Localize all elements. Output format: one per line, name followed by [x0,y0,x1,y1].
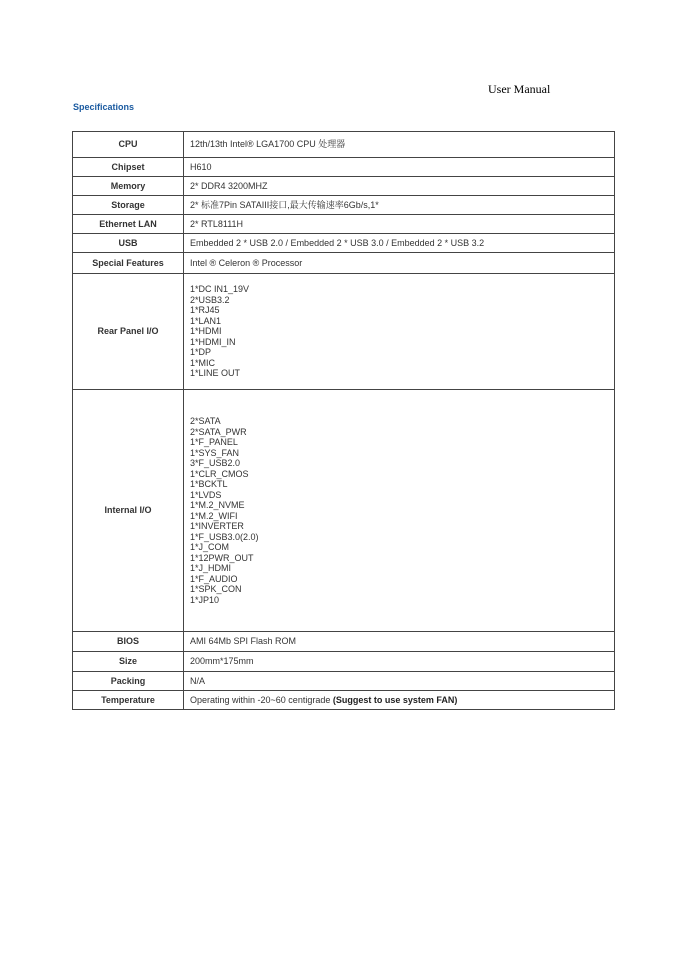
spec-label: USB [73,234,184,253]
list-item: 2*SATA_PWR [190,426,247,437]
list-item: 1*J_HDMI [190,563,232,573]
spec-value-list [184,390,615,632]
list-item: 1*BCKTL [190,479,228,489]
list-item: 1*LINE OUT [190,368,241,379]
spec-label: Packing [73,672,184,691]
spec-label: Memory [73,177,184,196]
spec-value: Intel ® Celeron ® Processor [184,253,615,274]
temperature-range-text: Operating within -20~60 centigrade [190,694,333,705]
spec-value: 12th/13th Intel® LGA1700 CPU 处理器 [184,132,615,158]
spec-value: 2* 标准7Pin SATAIII接口,最大传输速率6Gb/s,1* [184,196,615,215]
list-item: 1*J_COM [190,542,230,552]
list-item: 1*SPK_CON [190,584,242,594]
spec-label: Rear Panel I/O [73,274,184,390]
spec-row-bios [73,632,615,652]
spec-row-chipset [73,158,615,177]
list-item: 1*CLR_CMOS [190,468,249,479]
spec-row-packing [73,672,615,691]
spec-value: 2* DDR4 3200MHZ [184,177,615,196]
spec-row-memory [73,177,615,196]
spec-label: Internal I/O [73,390,184,632]
list-item: 1*LVDS [190,489,222,500]
list-item: 1*LAN1 [190,315,222,326]
list-item: 1*12PWR_OUT [190,552,254,563]
list-item: 1*HDMI [190,326,222,337]
spec-row-size [73,652,615,672]
section-title: Specifications [73,102,135,112]
spec-row-cpu [73,132,615,158]
spec-row-usb [73,234,615,253]
spec-row-temperature [73,691,615,710]
list-item: 1*INVERTER [190,521,244,531]
specifications-table [72,131,615,710]
list-item: 1*DP [190,347,212,358]
list-item: 3*F_USB2.0 [190,458,241,468]
spec-label: Special Features [73,253,184,274]
spec-value [184,691,615,710]
spec-label: Temperature [73,691,184,710]
list-item: 1*F_AUDIO [190,573,238,584]
document-header-title: User Manual [488,82,551,96]
spec-value: 200mm*175mm [184,652,615,672]
spec-value: N/A [184,672,615,691]
spec-value-list [184,274,615,390]
list-item: 1*MIC [190,357,216,368]
spec-row-rear-panel-io [73,274,615,390]
spec-value: H610 [184,158,615,177]
temperature-note: (Suggest to use system FAN) [332,694,458,705]
spec-row-internal-io [73,390,615,632]
list-item: 1*JP10 [190,594,220,605]
spec-label: BIOS [73,632,184,652]
list-item: 2*USB3.2 [190,294,230,305]
list-item: 1*M.2_NVME [190,500,245,510]
list-item: 1*DC IN1_19V [190,284,250,295]
list-item: 1*M.2_WIFI [190,510,238,521]
spec-label: CPU [73,132,184,158]
spec-row-storage [73,196,615,215]
list-item: 1*RJ45 [190,305,220,316]
list-item: 1*F_PANEL [190,437,238,447]
spec-label: Ethernet LAN [73,215,184,234]
spec-row-special-features [73,253,615,274]
spec-label: Storage [73,196,184,215]
list-item: 1*F_USB3.0(2.0) [190,531,259,542]
list-item: 1*SYS_FAN [190,447,240,458]
spec-row-ethernet [73,215,615,234]
spec-value: 2* RTL8111H [184,215,615,234]
spec-value: Embedded 2 * USB 2.0 / Embedded 2 * USB 3.0 / Embedded 2 * USB 3.2 [184,234,615,253]
spec-value: AMI 64Mb SPI Flash ROM [184,632,615,652]
spec-label: Size [73,652,184,672]
spec-label: Chipset [73,158,184,177]
list-item: 2*SATA [190,416,221,426]
list-item: 1*HDMI_IN [190,336,236,347]
